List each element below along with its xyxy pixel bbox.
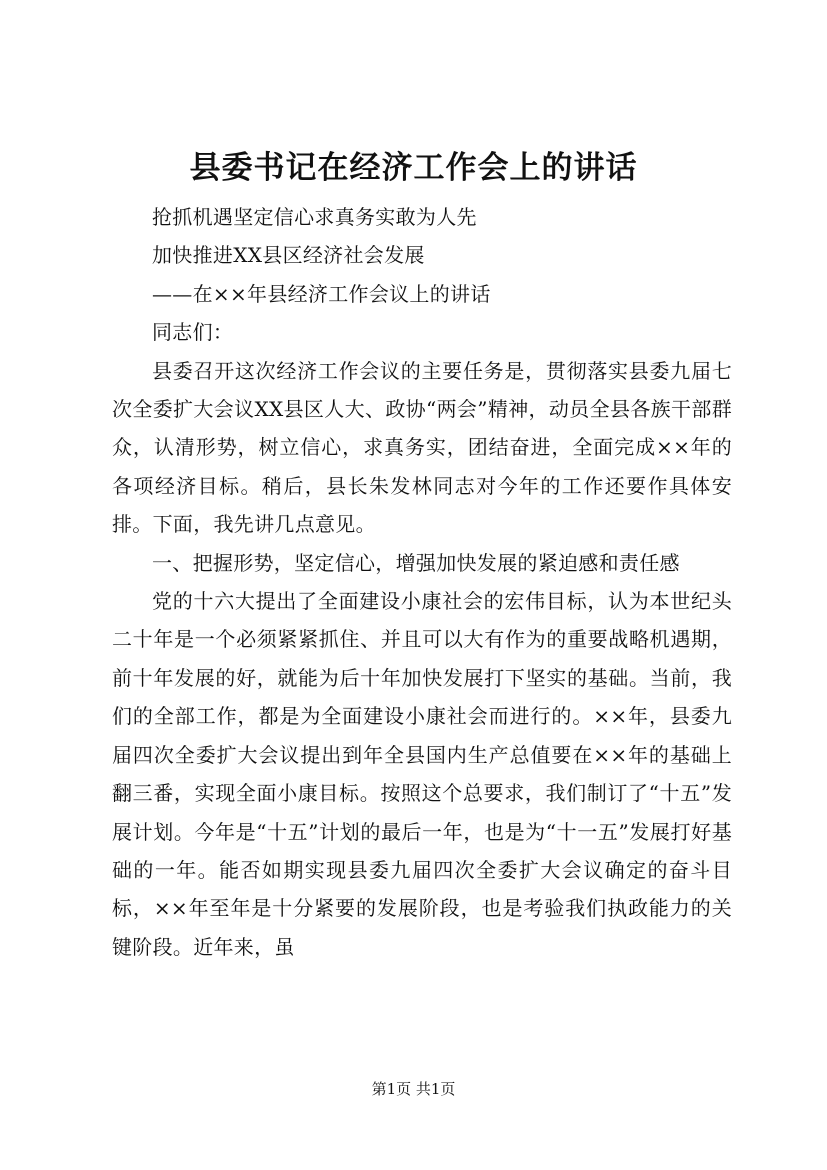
salutation: 同志们： — [152, 320, 234, 345]
document-title: 县委书记在经济工作会上的讲话 — [189, 150, 638, 186]
subtitle-line-3: ——在××年县经济工作会议上的讲话 — [152, 281, 491, 306]
paragraph-intro: 县委召开这次经济工作会议的主要任务是，贯彻落实县委九届七次全委扩大会议XX县区人大、政协“两会”精神，动员全县各族干部群众，认清形势，树立信心，求真务实，团结奋进，全面完成××年的各项经济目标。稍后，县长朱发林同志对今年的工作还要作具体安排。下面，我先讲几点意见。 — [112, 358, 732, 537]
paragraph-section-1: 党的十六大提出了全面建设小康社会的宏伟目标，认为本世纪头二十年是一个必须紧紧抓住、并且可以大有作为的重要战略机遇期，前十年发展的好，就能为后十年加快发展打下坚实的基础。当前，我们的全部工作，都是为全面建设小康社会而进行的。××年，县委九届四次全委扩大会议提出到年全县国内生产总值要在××年的基础上翻三番，实现全面小康目标。按照这个总要求，我们制订了“十五”发展计划。今年是“十五”计划的最后一年，也是为“十一五”发展打好基础的一年。能否如期实现县委九届四次全委扩大会议确定的奋斗目标，××年至年是十分紧要的发展阶段，也是考验我们执政能力的关键阶段。近年来，虽 — [112, 589, 732, 959]
document-body — [112, 198, 732, 966]
subtitle-line-1: 抢抓机遇坚定信心求真务实敢为人先 — [152, 205, 477, 229]
section-heading-1: 一、把握形势，坚定信心，增强加快发展的紧迫感和责任感 — [152, 550, 680, 575]
subtitle-line-2: 加快推进XX县区经济社会发展 — [152, 243, 425, 268]
page-footer: 第1页 共1页 — [371, 1080, 456, 1098]
